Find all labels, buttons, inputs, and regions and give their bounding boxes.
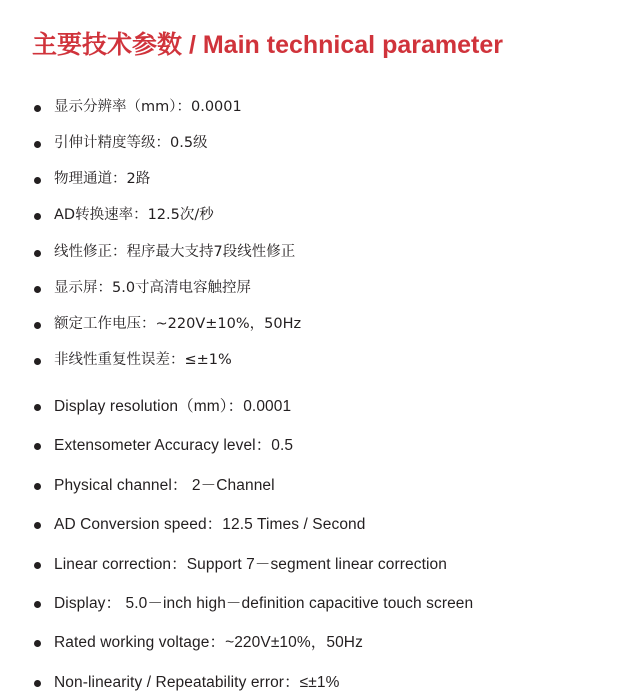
list-item: 非线性重复性误差：≤±1%	[30, 351, 607, 369]
list-item: Rated working voltage：~220V±10%，50Hz	[30, 633, 607, 652]
list-item: 显示屏：5.0寸高清电容触控屏	[30, 279, 607, 297]
specs-list-english	[30, 397, 607, 692]
list-item: 线性修正：程序最大支持7段线性修正	[30, 243, 607, 261]
list-item: 额定工作电压：~220V±10%，50Hz	[30, 315, 607, 333]
list-item: AD Conversion speed：12.5 Times / Second	[30, 515, 607, 534]
page-title	[32, 30, 607, 60]
list-item: Linear correction：Support 7－segment linear correction	[30, 555, 607, 574]
list-item: 显示分辨率（mm）：0.0001	[30, 98, 607, 116]
page-title-english: Main technical parameter	[202, 31, 503, 59]
list-item: Display： 5.0－inch high－definition capacitive touch screen	[30, 594, 607, 613]
page-title-separator: /	[182, 31, 203, 59]
list-item: AD转换速率：12.5次/秒	[30, 206, 607, 224]
list-item: 引伸计精度等级：0.5级	[30, 134, 607, 152]
specs-list-chinese	[30, 98, 607, 369]
list-item: Display resolution（mm）：0.0001	[30, 397, 607, 416]
page-title-chinese: 主要技术参数	[32, 30, 183, 59]
list-item: Physical channel： 2－Channel	[30, 476, 607, 495]
list-item: Non-linearity / Repeatability error：≤±1%	[30, 673, 607, 692]
list-item: Extensometer Accuracy level：0.5	[30, 436, 607, 455]
list-item: 物理通道：2路	[30, 170, 607, 188]
